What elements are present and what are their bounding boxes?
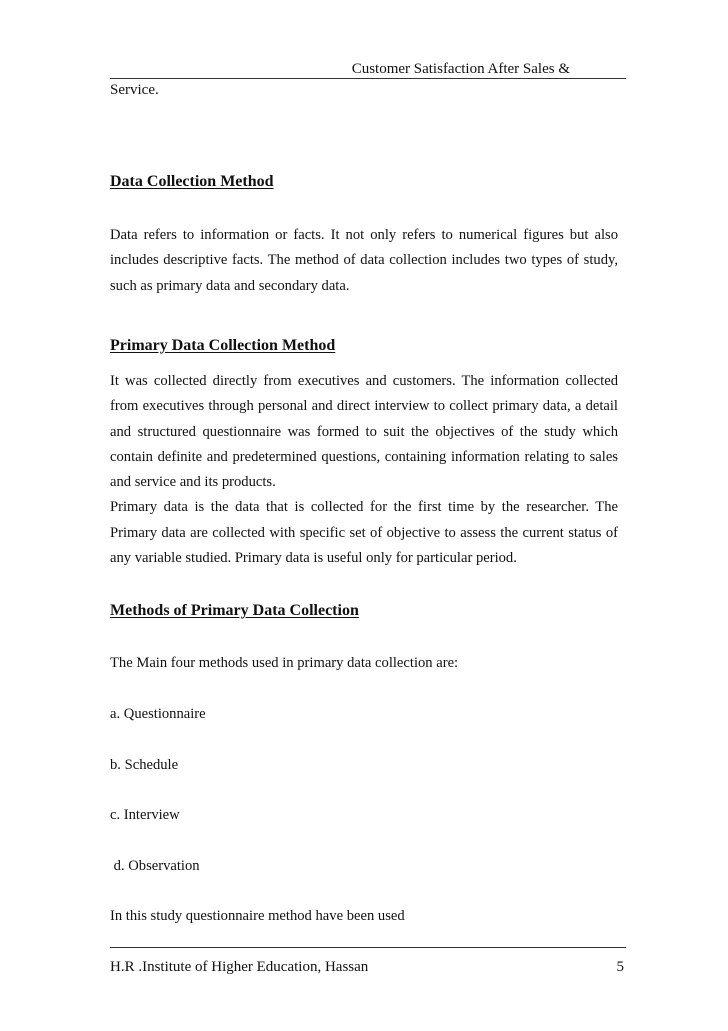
- paragraph-line: and service and its products.: [110, 474, 276, 491]
- list-item: d. Observation: [110, 858, 200, 874]
- paragraph-line: such as primary data and secondary data.: [110, 277, 350, 294]
- paragraph-line: includes descriptive facts. The method of data collection includes two types of study,: [110, 252, 618, 269]
- footer-rule: [110, 947, 626, 948]
- list-item: c. Interview: [110, 807, 180, 823]
- heading-data-collection-method: Data Collection Method: [110, 173, 274, 190]
- paragraph-data-collection: [110, 223, 618, 299]
- paragraph-line: Data refers to information or facts. It not only refers to numerical figures but also: [110, 227, 618, 243]
- paragraph-line: and structured questionnaire was formed to suit the objectives of the study which: [110, 423, 618, 440]
- list-item: b. Schedule: [110, 757, 179, 773]
- header-rule: [110, 78, 626, 79]
- list-item: a. Questionnaire: [110, 706, 206, 722]
- heading-methods-primary-data-collection: Methods of Primary Data Collection: [110, 602, 359, 619]
- page-number: 5: [616, 959, 624, 975]
- paragraph-line: It was collected directly from executives and customers. The information collected: [110, 373, 618, 389]
- methods-conclusion: In this study questionnaire method have been used: [110, 908, 405, 924]
- footer-institution: H.R .Institute of Higher Education, Hassan: [110, 959, 369, 975]
- heading-primary-data-collection-method: Primary Data Collection Method: [110, 337, 336, 354]
- running-header-continuation: Service.: [110, 82, 159, 98]
- paragraph-line: contain definite and predetermined questions, containing information relating to sales: [110, 448, 618, 465]
- paragraph-line: Primary data are collected with specific set of objective to assess the current status of: [110, 524, 618, 541]
- methods-intro: The Main four methods used in primary data collection are:: [110, 655, 459, 671]
- paragraph-line: any variable studied. Primary data is useful only for particular period.: [110, 550, 517, 567]
- paragraph-primary-data: [110, 369, 618, 571]
- paragraph-line: from executives through personal and direct interview to collect primary data, a detail: [110, 398, 618, 415]
- paragraph-line: Primary data is the data that is collected for the first time by the researcher. The: [110, 499, 618, 516]
- running-header-title: Customer Satisfaction After Sales &: [351, 61, 570, 77]
